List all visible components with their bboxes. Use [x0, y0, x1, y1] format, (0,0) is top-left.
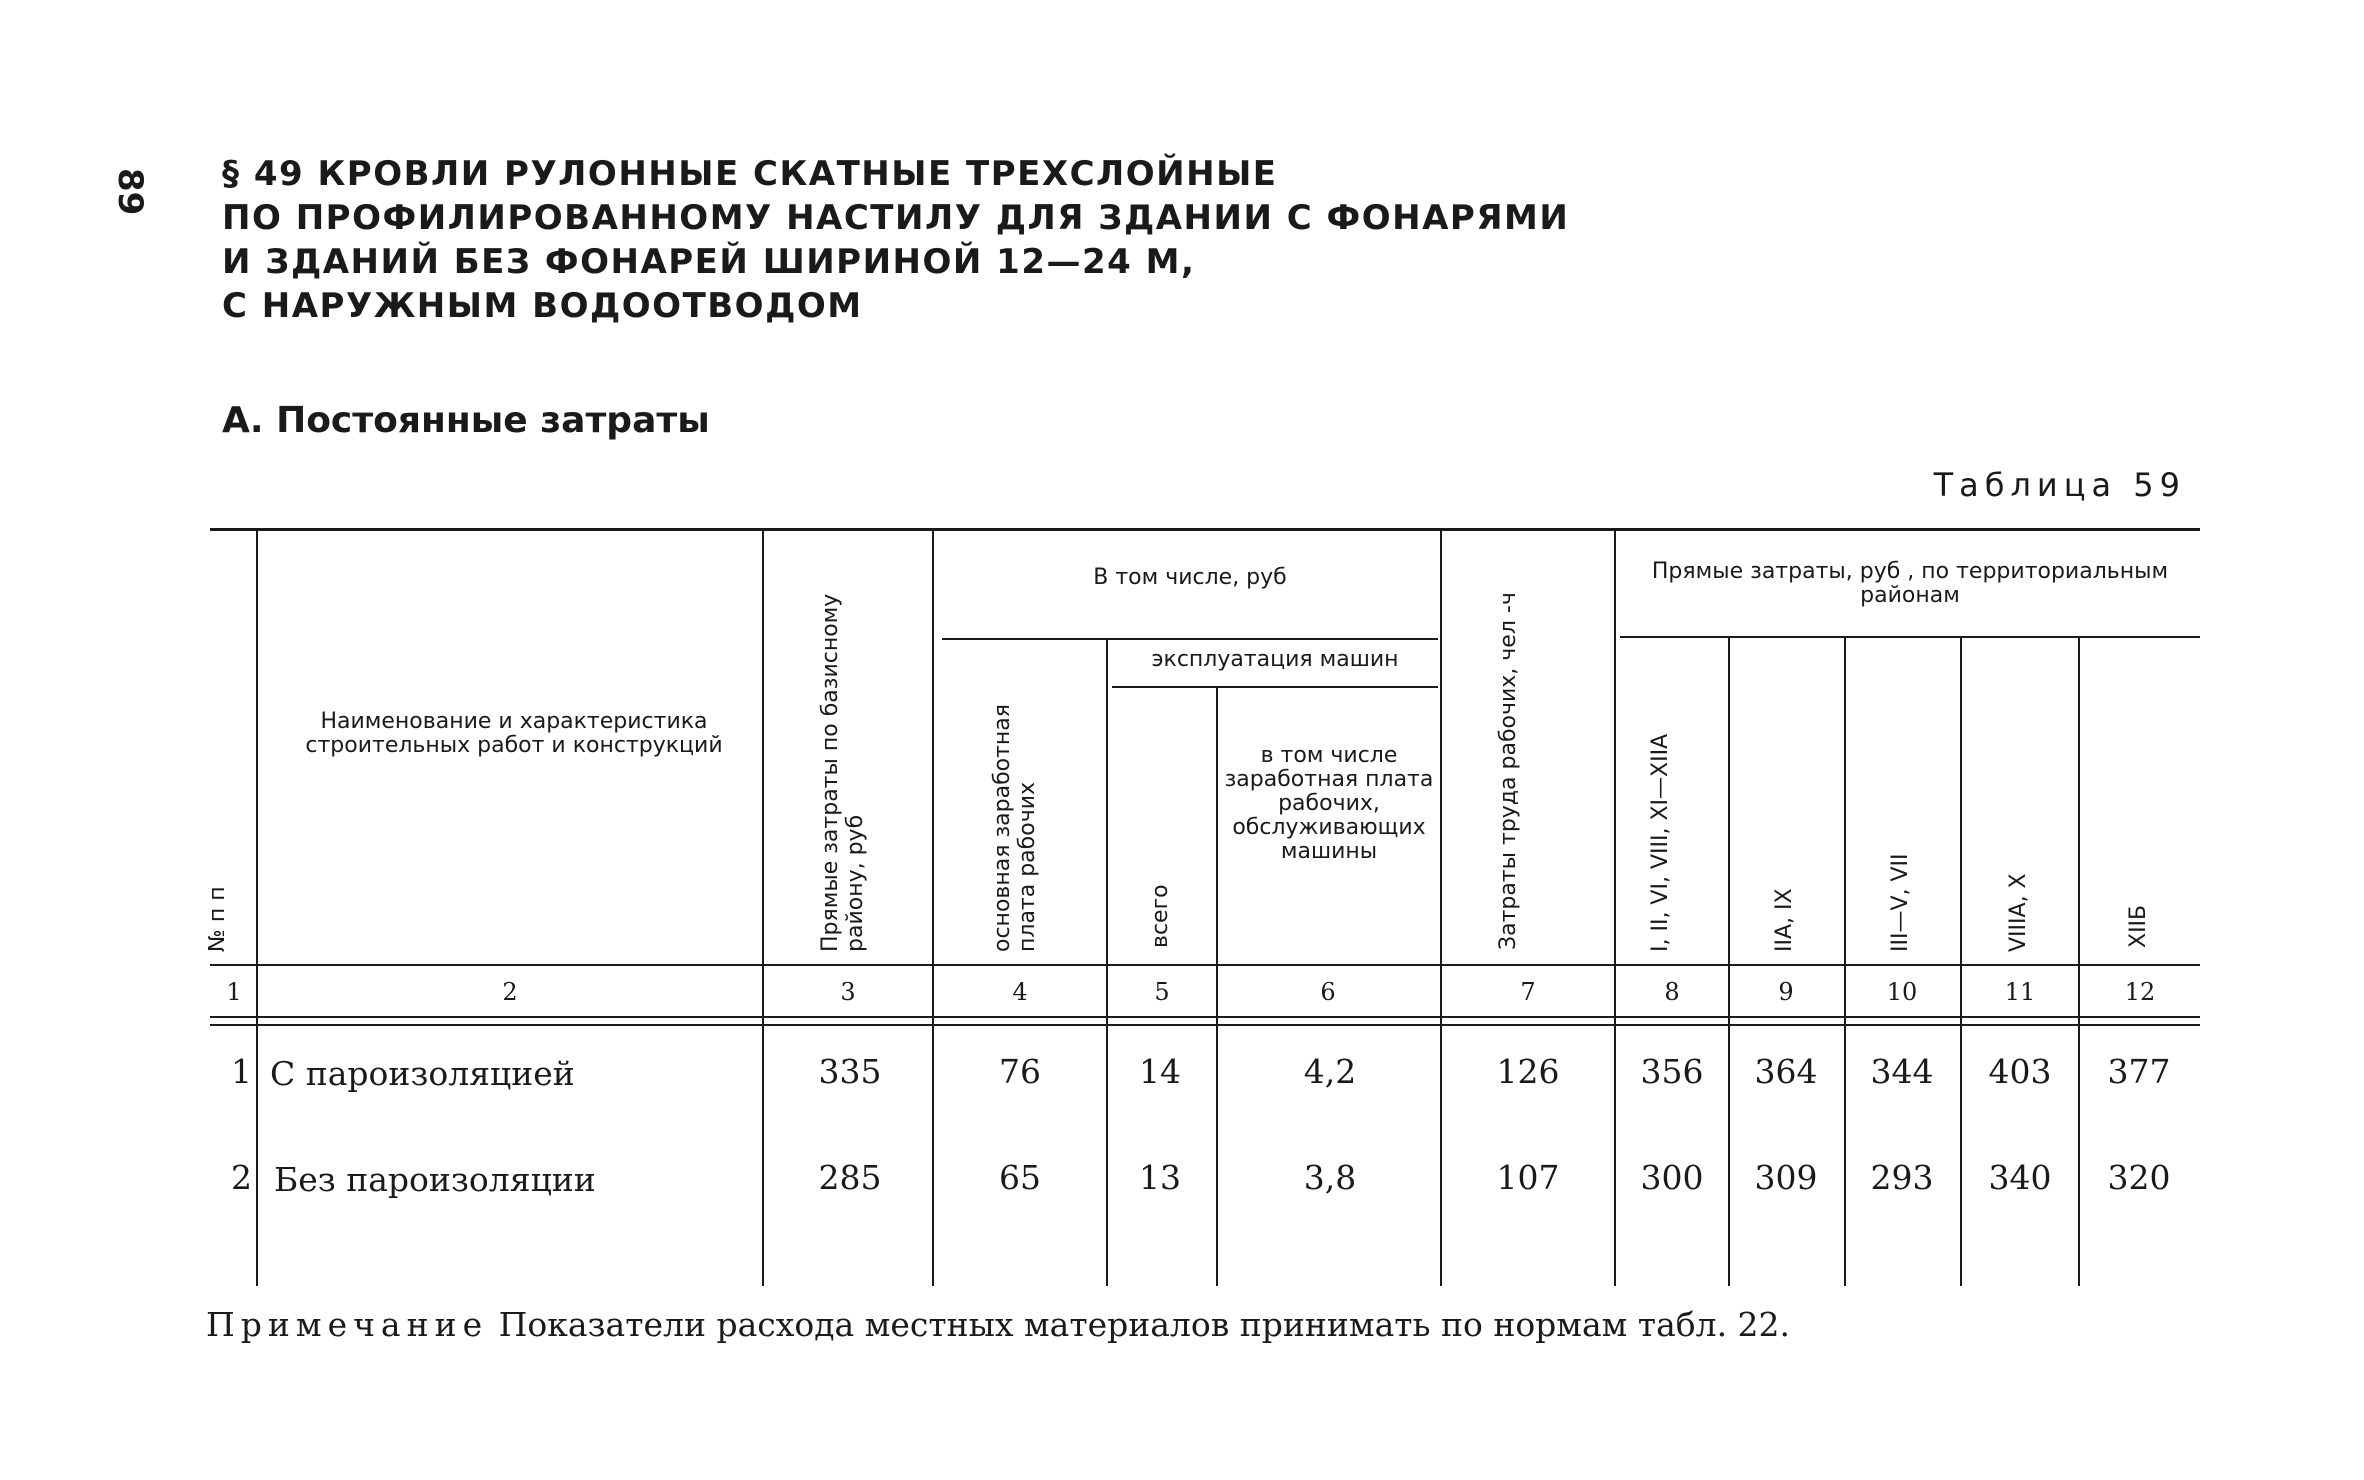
section-title-line-3: И ЗДАНИЙ БЕЗ ФОНАРЕЙ ШИРИНОЙ 12—24 М, — [222, 242, 1196, 282]
regions-group-rule — [1620, 636, 2200, 638]
col-rule-9 — [1844, 638, 1846, 1286]
header-direct-base: Прямые затраты по базисному району, руб — [818, 593, 868, 952]
section-title — [222, 152, 1569, 328]
cell-region-1: 356 — [1640, 1052, 1704, 1091]
column-number: 9 — [1778, 978, 1794, 1006]
column-number: 3 — [840, 978, 856, 1006]
col-rule-7 — [1614, 530, 1616, 1286]
column-number: 6 — [1320, 978, 1336, 1006]
col-rule-8 — [1728, 638, 1730, 1286]
cell-base-wage: 65 — [999, 1158, 1041, 1197]
cell-region-1: 300 — [1640, 1158, 1704, 1197]
page-number: 89 — [110, 168, 150, 216]
cell-base-wage: 76 — [999, 1052, 1041, 1091]
cell-direct-base: 285 — [818, 1158, 882, 1197]
col-rule-4 — [1106, 640, 1108, 1286]
cell-region-3: 293 — [1870, 1158, 1934, 1197]
row-number: 2 — [231, 1158, 252, 1197]
table-label: Таблица 59 — [1933, 466, 2186, 504]
incl-group-rule — [942, 638, 1438, 640]
machines-group-rule — [1112, 686, 1438, 688]
header-num: № п п — [205, 886, 230, 952]
column-number: 1 — [226, 978, 242, 1006]
table-note — [206, 1305, 1790, 1344]
column-number: 12 — [2124, 978, 2156, 1006]
header-machines-wage: в том числе заработная плата рабочих, обслуживающих машины — [1224, 743, 1434, 864]
subsection-title: А. Постоянные затраты — [222, 400, 710, 441]
section-title-line-2: ПО ПРОФИЛИРОВАННОМУ НАСТИЛУ ДЛЯ ЗДАНИИ С ФОНАРЯМИ — [222, 198, 1570, 238]
header-base-wage: основная заработная плата рабочих — [990, 703, 1040, 952]
cell-region-4: 403 — [1988, 1052, 2052, 1091]
header-region-1: I, II, VI, VIII, XI—XIIА — [1648, 733, 1673, 952]
header-region-3: III—V, VII — [1888, 853, 1913, 952]
col-rule-5 — [1216, 688, 1218, 1286]
header-machines-group: эксплуатация машин — [1151, 647, 1399, 672]
column-number: 4 — [1012, 978, 1028, 1006]
col-rule-6 — [1440, 530, 1442, 1286]
section-title-line-1: § 49 КРОВЛИ РУЛОННЫЕ СКАТНЫЕ ТРЕХСЛОЙНЫЕ — [222, 154, 1278, 194]
col-rule-3 — [932, 530, 934, 1286]
col-rule-10 — [1960, 638, 1962, 1286]
column-number: 11 — [2004, 978, 2036, 1006]
header-region-2: IIА, IX — [1772, 888, 1797, 952]
header-machines-total: всего — [1148, 884, 1173, 948]
cell-region-4: 340 — [1988, 1158, 2052, 1197]
column-number: 7 — [1520, 978, 1536, 1006]
header-incl-group: В том числе, руб — [1093, 565, 1287, 590]
cell-region-3: 344 — [1870, 1052, 1934, 1091]
header-name: Наименование и характеристика строительных работ и конструкций — [305, 709, 723, 758]
table-top-rule — [210, 528, 2200, 531]
cell-region-5: 377 — [2107, 1052, 2171, 1091]
numbers-double-rule — [210, 1024, 2200, 1026]
col-rule-11 — [2078, 638, 2080, 1286]
col-rule-2 — [762, 530, 764, 1286]
cell-region-2: 309 — [1754, 1158, 1818, 1197]
column-number: 8 — [1664, 978, 1680, 1006]
header-region-4: VIIIА, X — [2006, 873, 2031, 952]
numbers-bottom-rule — [210, 1016, 2200, 1018]
cell-machines-wage: 3,8 — [1303, 1158, 1357, 1197]
header-labor: Затраты труда рабочих, чел -ч — [1496, 592, 1521, 950]
cell-direct-base: 335 — [818, 1052, 882, 1091]
col-rule-1 — [256, 530, 258, 1286]
column-number: 10 — [1886, 978, 1918, 1006]
cell-labor: 107 — [1496, 1158, 1560, 1197]
cell-labor: 126 — [1496, 1052, 1560, 1091]
header-regions-group: Прямые затраты, руб , по территориальным районам — [1651, 559, 2169, 608]
cell-machines-total: 14 — [1139, 1052, 1181, 1091]
column-number: 5 — [1154, 978, 1170, 1006]
cell-region-2: 364 — [1754, 1052, 1818, 1091]
cell-region-5: 320 — [2107, 1158, 2171, 1197]
note-text: Показатели расхода местных материалов принимать по нормам табл. 22. — [488, 1305, 1791, 1344]
row-name: Без пароизоляции — [274, 1160, 596, 1199]
header-bottom-rule — [210, 964, 2200, 966]
column-number: 2 — [502, 978, 518, 1006]
note-label: Примечание — [206, 1305, 489, 1344]
row-number: 1 — [231, 1052, 252, 1091]
cell-machines-total: 13 — [1139, 1158, 1181, 1197]
cell-machines-wage: 4,2 — [1303, 1052, 1357, 1091]
row-name: С пароизоляцией — [270, 1054, 575, 1093]
section-title-line-4: С НАРУЖНЫМ ВОДООТВОДОМ — [222, 286, 863, 326]
header-region-5: XIIБ — [2126, 904, 2151, 948]
